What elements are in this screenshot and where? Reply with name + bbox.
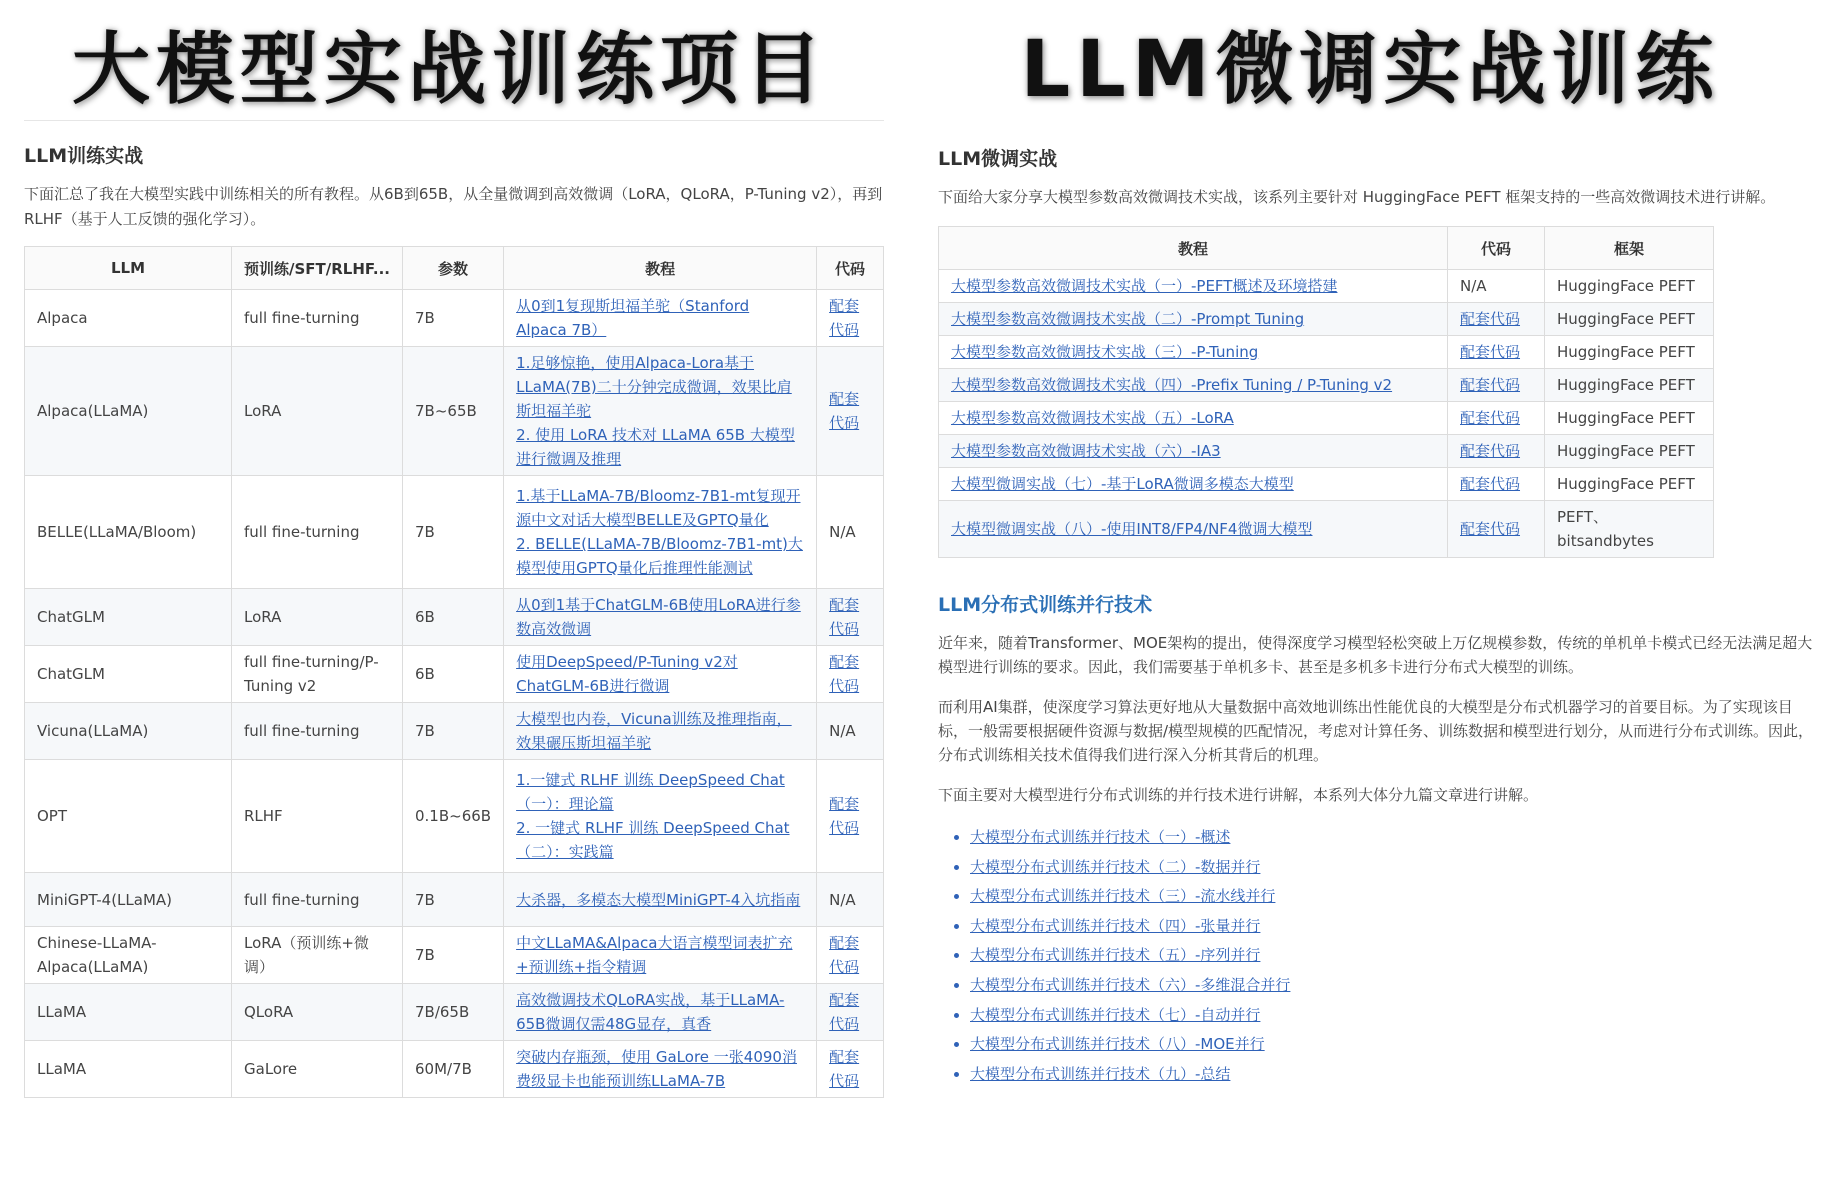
cell-code: N/A: [817, 873, 884, 927]
code-link[interactable]: 配套代码: [1460, 310, 1521, 328]
code-link[interactable]: 配套代码: [829, 297, 860, 339]
cell-method: GaLore: [232, 1041, 403, 1098]
tutorial-link[interactable]: 大杀器，多模态大模型MiniGPT-4入坑指南: [516, 890, 801, 909]
table-row: [25, 760, 884, 873]
table-header-row: [939, 227, 1714, 270]
cell-framework: HuggingFace PEFT: [1545, 468, 1714, 501]
section-intro-llm-finetune: 下面给大家分享大模型参数高效微调技术实战，该系列主要针对 HuggingFace PEFT 框架支持的一些高效微调技术进行讲解。: [938, 188, 1776, 206]
code-link[interactable]: 配套代码: [1460, 376, 1521, 394]
table-row: [25, 476, 884, 589]
cell-params: 60M/7B: [403, 1041, 504, 1098]
cell-tutorial: [939, 501, 1448, 558]
col-header-params: 参数: [403, 247, 504, 290]
cell-code: [817, 347, 884, 476]
series-link[interactable]: 大模型分布式训练并行技术（一）-概述: [970, 828, 1231, 846]
list-item: [970, 1030, 1818, 1060]
cell-method: QLoRA: [232, 984, 403, 1041]
cell-tutorial: [504, 1041, 817, 1098]
cell-method: full fine-turning: [232, 873, 403, 927]
col-header-method: 预训练/SFT/RLHF...: [232, 247, 403, 290]
tutorial-link[interactable]: 2. BELLE(LLaMA-7B/Bloomz-7B1-mt)大模型使用GPTQ量化后推理性能测试: [516, 535, 803, 577]
col-header-framework: 框架: [1545, 227, 1714, 270]
table-row: [939, 435, 1714, 468]
cell-method: LoRA（预训练+微调）: [232, 927, 403, 984]
code-link[interactable]: 配套代码: [1460, 475, 1521, 493]
section-heading-llm-finetune: LLM微调实战: [938, 148, 1058, 170]
cell-tutorial: [939, 270, 1448, 303]
cell-tutorial: [939, 369, 1448, 402]
col-header-llm: LLM: [25, 247, 232, 290]
series-link[interactable]: 大模型分布式训练并行技术（八）-MOE并行: [970, 1035, 1265, 1054]
cell-framework: HuggingFace PEFT: [1545, 336, 1714, 369]
col-header-code: 代码: [1448, 227, 1545, 270]
table-row: [25, 347, 884, 476]
cell-method: full fine-turning: [232, 290, 403, 347]
tutorial-link[interactable]: 从0到1基于ChatGLM-6B使用LoRA进行参数高效微调: [516, 596, 801, 638]
tutorial-link[interactable]: 大模型参数高效微调技术实战（六）-IA3: [951, 442, 1221, 460]
table-row: [939, 468, 1714, 501]
code-link[interactable]: 配套代码: [829, 390, 860, 432]
table-row: [939, 369, 1714, 402]
llm-finetune-panel: [938, 120, 1818, 1089]
tutorial-link[interactable]: 大模型参数高效微调技术实战（四）-Prefix Tuning / P-Tuning v2: [951, 376, 1393, 394]
series-link[interactable]: 大模型分布式训练并行技术（四）-张量并行: [970, 916, 1261, 935]
code-link[interactable]: 配套代码: [829, 1048, 860, 1090]
cell-code: [817, 927, 884, 984]
code-link[interactable]: 配套代码: [1460, 409, 1521, 427]
cell-tutorial: [504, 927, 817, 984]
code-link[interactable]: 配套代码: [1460, 520, 1521, 538]
cell-tutorial: [504, 476, 817, 589]
tutorial-link[interactable]: 大模型参数高效微调技术实战（一）-PEFT概述及环境搭建: [951, 277, 1338, 295]
code-link[interactable]: 配套代码: [829, 596, 860, 638]
list-item: [970, 912, 1818, 942]
cell-code: [817, 589, 884, 646]
section-heading-distributed: LLM分布式训练并行技术: [938, 594, 1153, 616]
cell-llm: Vicuna(LLaMA): [25, 703, 232, 760]
tutorial-link[interactable]: 1.足够惊艳，使用Alpaca-Lora基于LLaMA(7B)二十分钟完成微调，效果比肩斯坦福羊驼: [516, 354, 792, 420]
cell-llm: LLaMA: [25, 984, 232, 1041]
distributed-paragraph-3: 下面主要对大模型进行分布式训练的并行技术进行讲解，本系列大体分九篇文章进行讲解。: [938, 786, 1539, 804]
llm-training-table: [24, 246, 884, 1098]
llm-training-panel: [24, 120, 884, 1098]
list-item: [970, 1060, 1818, 1090]
cell-tutorial: [939, 303, 1448, 336]
cell-llm: ChatGLM: [25, 646, 232, 703]
cell-llm: LLaMA: [25, 1041, 232, 1098]
tutorial-link[interactable]: 大模型参数高效微调技术实战（三）-P-Tuning: [951, 343, 1259, 361]
cell-tutorial: [504, 589, 817, 646]
cell-tutorial: [504, 703, 817, 760]
cell-tutorial: [504, 646, 817, 703]
cell-params: 7B/65B: [403, 984, 504, 1041]
tutorial-link[interactable]: 大模型微调实战（七）-基于LoRA微调多模态大模型: [951, 475, 1294, 493]
cell-code: [817, 984, 884, 1041]
cell-method: full fine-turning/P-Tuning v2: [232, 646, 403, 703]
list-item: [970, 853, 1818, 883]
distributed-series-list: [938, 823, 1818, 1089]
table-row: [25, 589, 884, 646]
table-row: [939, 501, 1714, 558]
col-header-code: 代码: [817, 247, 884, 290]
cell-params: 7B: [403, 927, 504, 984]
list-item: [970, 971, 1818, 1001]
distributed-paragraph-1: 近年来，随着Transformer、MOE架构的提出，使得深度学习模型轻松突破上万亿规模参数，传统的单机单卡模式已经无法满足超大模型进行训练的要求。因此，我们需要基于单机多卡、甚至是多机多卡进行分布式大模型的训练。: [938, 634, 1813, 676]
tutorial-link[interactable]: 2. 一键式 RLHF 训练 DeepSpeed Chat（二）：实践篇: [516, 819, 790, 861]
table-row: [25, 646, 884, 703]
cell-framework: HuggingFace PEFT: [1545, 303, 1714, 336]
divider: [24, 120, 884, 121]
cell-framework: HuggingFace PEFT: [1545, 369, 1714, 402]
table-row: [939, 402, 1714, 435]
banner-title-left: 大模型实战训练项目: [71, 25, 828, 115]
series-link[interactable]: 大模型分布式训练并行技术（九）-总结: [970, 1064, 1231, 1083]
tutorial-link[interactable]: 高效微调技术QLoRA实战，基于LLaMA-65B微调仅需48G显存，真香: [516, 991, 785, 1033]
tutorial-link[interactable]: 大模型也内卷，Vicuna训练及推理指南，效果碾压斯坦福羊驼: [516, 710, 792, 752]
cell-code: [1448, 336, 1545, 369]
code-link[interactable]: 配套代码: [829, 653, 860, 695]
cell-llm: MiniGPT-4(LLaMA): [25, 873, 232, 927]
table-row: [939, 303, 1714, 336]
code-link[interactable]: 配套代码: [829, 795, 860, 837]
tutorial-link[interactable]: 1.基于LLaMA-7B/Bloomz-7B1-mt复现开源中文对话大模型BELLE及GPTQ量化: [516, 487, 801, 529]
cell-code: N/A: [817, 703, 884, 760]
tutorial-link[interactable]: 中文LLaMA&Alpaca大语言模型词表扩充+预训练+指令精调: [516, 934, 793, 976]
code-link[interactable]: 配套代码: [1460, 343, 1521, 361]
table-row: [25, 927, 884, 984]
cell-code: [1448, 402, 1545, 435]
cell-tutorial: [939, 435, 1448, 468]
list-item: [970, 823, 1818, 853]
cell-code: [1448, 369, 1545, 402]
table-row: [25, 1041, 884, 1098]
list-item: [970, 882, 1818, 912]
list-item: [970, 1001, 1818, 1031]
llm-finetune-table: [938, 226, 1714, 558]
cell-code: [817, 760, 884, 873]
cell-framework: HuggingFace PEFT: [1545, 402, 1714, 435]
tutorial-link[interactable]: 从0到1复现斯坦福羊驼（Stanford Alpaca 7B）: [516, 297, 750, 339]
cell-code: [1448, 435, 1545, 468]
cell-code: N/A: [817, 476, 884, 589]
section-heading-llm-training: LLM训练实战: [24, 145, 144, 167]
col-header-tutorial: 教程: [939, 227, 1448, 270]
cell-llm: Alpaca: [25, 290, 232, 347]
code-link[interactable]: 配套代码: [1460, 442, 1521, 460]
code-link[interactable]: 配套代码: [829, 991, 860, 1033]
cell-params: 7B: [403, 873, 504, 927]
table-row: [25, 290, 884, 347]
cell-code: [817, 1041, 884, 1098]
cell-code: [817, 290, 884, 347]
cell-tutorial: [504, 760, 817, 873]
cell-code: [817, 646, 884, 703]
cell-tutorial: [504, 347, 817, 476]
table-row: [25, 703, 884, 760]
cell-params: 6B: [403, 589, 504, 646]
col-header-tutorial: 教程: [504, 247, 817, 290]
cell-llm: BELLE(LLaMA/Bloom): [25, 476, 232, 589]
cell-tutorial: [939, 402, 1448, 435]
cell-code: [1448, 303, 1545, 336]
cell-code: N/A: [1448, 270, 1545, 303]
series-link[interactable]: 大模型分布式训练并行技术（三）-流水线并行: [970, 887, 1276, 906]
cell-method: full fine-turning: [232, 703, 403, 760]
tutorial-link[interactable]: 大模型参数高效微调技术实战（二）-Prompt Tuning: [951, 310, 1305, 328]
tutorial-link[interactable]: 大模型微调实战（八）-使用INT8/FP4/NF4微调大模型: [951, 520, 1313, 538]
cell-framework: PEFT、bitsandbytes: [1545, 501, 1714, 558]
cell-tutorial: [504, 290, 817, 347]
cell-method: LoRA: [232, 589, 403, 646]
cell-tutorial: [504, 873, 817, 927]
tutorial-link[interactable]: 突破内存瓶颈，使用 GaLore 一张4090消费级显卡也能预训练LLaMA-7B: [516, 1048, 797, 1090]
tutorial-link[interactable]: 1.一键式 RLHF 训练 DeepSpeed Chat（一）：理论篇: [516, 771, 785, 813]
series-link[interactable]: 大模型分布式训练并行技术（二）-数据并行: [970, 857, 1261, 876]
series-link[interactable]: 大模型分布式训练并行技术（七）-自动并行: [970, 1005, 1261, 1024]
table-header-row: [25, 247, 884, 290]
table-row: [25, 984, 884, 1041]
cell-params: 7B: [403, 476, 504, 589]
cell-llm: ChatGLM: [25, 589, 232, 646]
cell-params: 7B: [403, 703, 504, 760]
tutorial-link[interactable]: 2. 使用 LoRA 技术对 LLaMA 65B 大模型进行微调及推理: [516, 426, 795, 468]
cell-framework: HuggingFace PEFT: [1545, 435, 1714, 468]
cell-tutorial: [939, 468, 1448, 501]
cell-llm: Alpaca(LLaMA): [25, 347, 232, 476]
tutorial-link[interactable]: 大模型参数高效微调技术实战（五）-LoRA: [951, 409, 1234, 427]
distributed-paragraph-2: 而利用AI集群，使深度学习算法更好地从大量数据中高效地训练出性能优良的大模型是分布式机器学习的首要目标。为了实现该目标，一般需要根据硬件资源与数据/模型规模的匹配情况，考虑对计算任务、训练数据和模型进行划分，从而进行分布式训练。因此，分布式训练相关技术值得我们进行深入分析其背后的机理。: [938, 698, 1814, 764]
cell-framework: HuggingFace PEFT: [1545, 270, 1714, 303]
cell-llm: OPT: [25, 760, 232, 873]
series-link[interactable]: 大模型分布式训练并行技术（五）-序列并行: [970, 946, 1261, 965]
cell-method: LoRA: [232, 347, 403, 476]
cell-code: [1448, 501, 1545, 558]
banner-title-right: LLM微调实战训练: [1020, 25, 1720, 115]
list-item: [970, 941, 1818, 971]
table-row: [939, 336, 1714, 369]
cell-params: 6B: [403, 646, 504, 703]
section-intro-llm-training: 下面汇总了我在大模型实践中训练相关的所有教程。从6B到65B，从全量微调到高效微调（LoRA，QLoRA，P-Tuning v2），再到RLHF（基于人工反馈的强化学习）。: [24, 185, 883, 228]
tutorial-link[interactable]: 使用DeepSpeed/P-Tuning v2对ChatGLM-6B进行微调: [516, 653, 738, 695]
cell-tutorial: [504, 984, 817, 1041]
code-link[interactable]: 配套代码: [829, 934, 860, 976]
cell-params: 0.1B~66B: [403, 760, 504, 873]
cell-llm: Chinese-LLaMA-Alpaca(LLaMA): [25, 927, 232, 984]
table-row: [939, 270, 1714, 303]
cell-method: full fine-turning: [232, 476, 403, 589]
cell-method: RLHF: [232, 760, 403, 873]
cell-params: 7B~65B: [403, 347, 504, 476]
cell-params: 7B: [403, 290, 504, 347]
cell-code: [1448, 468, 1545, 501]
table-row: [25, 873, 884, 927]
cell-tutorial: [939, 336, 1448, 369]
series-link[interactable]: 大模型分布式训练并行技术（六）-多维混合并行: [970, 975, 1291, 994]
